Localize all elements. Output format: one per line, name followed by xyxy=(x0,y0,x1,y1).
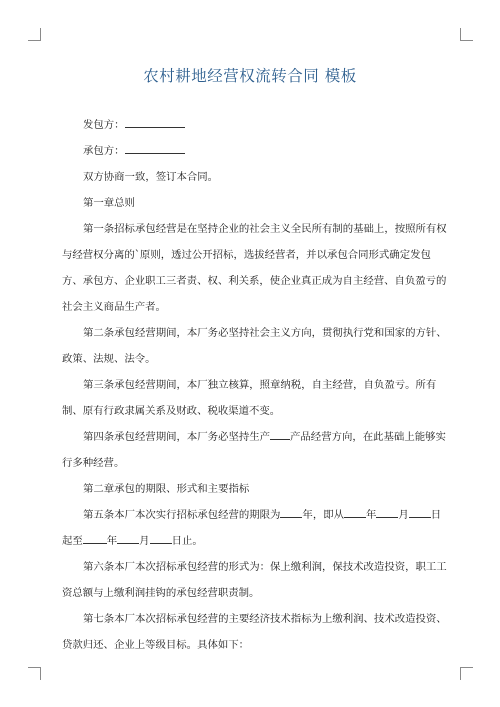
article-6: 第六条本厂本次招标承包经营的形式为：保上缴利润，保技术改造投资，职工工资总额与上缴利润挂钩的承包经营职责制。 xyxy=(62,561,447,599)
document-body xyxy=(62,112,448,658)
corner-mark-bottom-right xyxy=(460,667,473,680)
article-4-part-2: 产品经营方向，在此基础上能够实行多种经营。 xyxy=(62,431,446,469)
chapter-1-heading: 第一章总则 xyxy=(83,197,135,209)
end-month-blank xyxy=(117,533,139,544)
article-2: 第二条承包经营期间，本厂务必坚持社会主义方向，贯彻执行党和国家的方针、政策、法规、法令。 xyxy=(62,327,447,365)
article-3: 第三条承包经营期间，本厂独立核算，照章纳税，自主经营，自负盈亏。所有制、原有行政隶属关系及财政、税收渠道不变。 xyxy=(62,379,437,417)
end-year-blank xyxy=(83,533,107,544)
agreement-line: 双方协商一致，签订本合同。 xyxy=(83,171,219,183)
start-day-blank xyxy=(409,507,431,518)
end-day-blank xyxy=(150,533,172,544)
chapter-2-heading: 第二章承包的期限、形式和主要指标 xyxy=(83,483,250,495)
start-day-unit: 日起至 xyxy=(62,509,442,547)
year-unit: 年 xyxy=(302,509,313,521)
article-1: 第一条招标承包经营是在坚持企业的社会主义全民所有制的基础上，按照所有权与经营权分离的`原则，透过公开招标，选拔经营者，并以承包合同形式确定发包方、承包方、企业职工三者责、权、利关系，使企业真正成为自主经营、自负盈亏的社会主义商品生产者。 xyxy=(62,223,447,313)
document-title: 农村耕地经营权流转合同 模板 xyxy=(143,67,357,85)
article-5 xyxy=(62,502,448,554)
corner-mark-bottom-left xyxy=(28,667,41,680)
article-5-part-1: 第五条本厂本次实行招标承包经营的期限为 xyxy=(83,509,281,521)
party-b-label: 承包方： xyxy=(83,145,125,157)
party-a-blank xyxy=(125,117,185,128)
party-b-blank xyxy=(125,143,185,154)
article-4-blank xyxy=(270,429,290,440)
corner-mark-top-left xyxy=(28,28,41,41)
party-b-line xyxy=(62,138,448,164)
end-month-unit: 月 xyxy=(139,535,150,547)
party-a-line xyxy=(62,112,448,138)
start-year-blank xyxy=(344,507,366,518)
start-month-blank xyxy=(376,507,398,518)
start-year-unit: 年 xyxy=(365,509,377,521)
end-year-unit: 年 xyxy=(106,535,118,547)
article-4 xyxy=(62,424,448,476)
start-month-unit: 月 xyxy=(398,509,409,521)
article-7: 第七条本厂本次招标承包经营的主要经济技术指标为上缴利润、技术改造投资、贷款归还、企业上等级目标。具体如下： xyxy=(62,613,447,651)
article-5-from: ，即从 xyxy=(312,509,344,521)
article-4-part-1: 第四条承包经营期间，本厂务必坚持生产 xyxy=(83,431,271,443)
end-day-unit: 日止。 xyxy=(171,535,203,547)
article-5-blank-years xyxy=(280,507,302,518)
party-a-label: 发包方： xyxy=(83,119,125,131)
corner-mark-top-right xyxy=(460,28,473,41)
